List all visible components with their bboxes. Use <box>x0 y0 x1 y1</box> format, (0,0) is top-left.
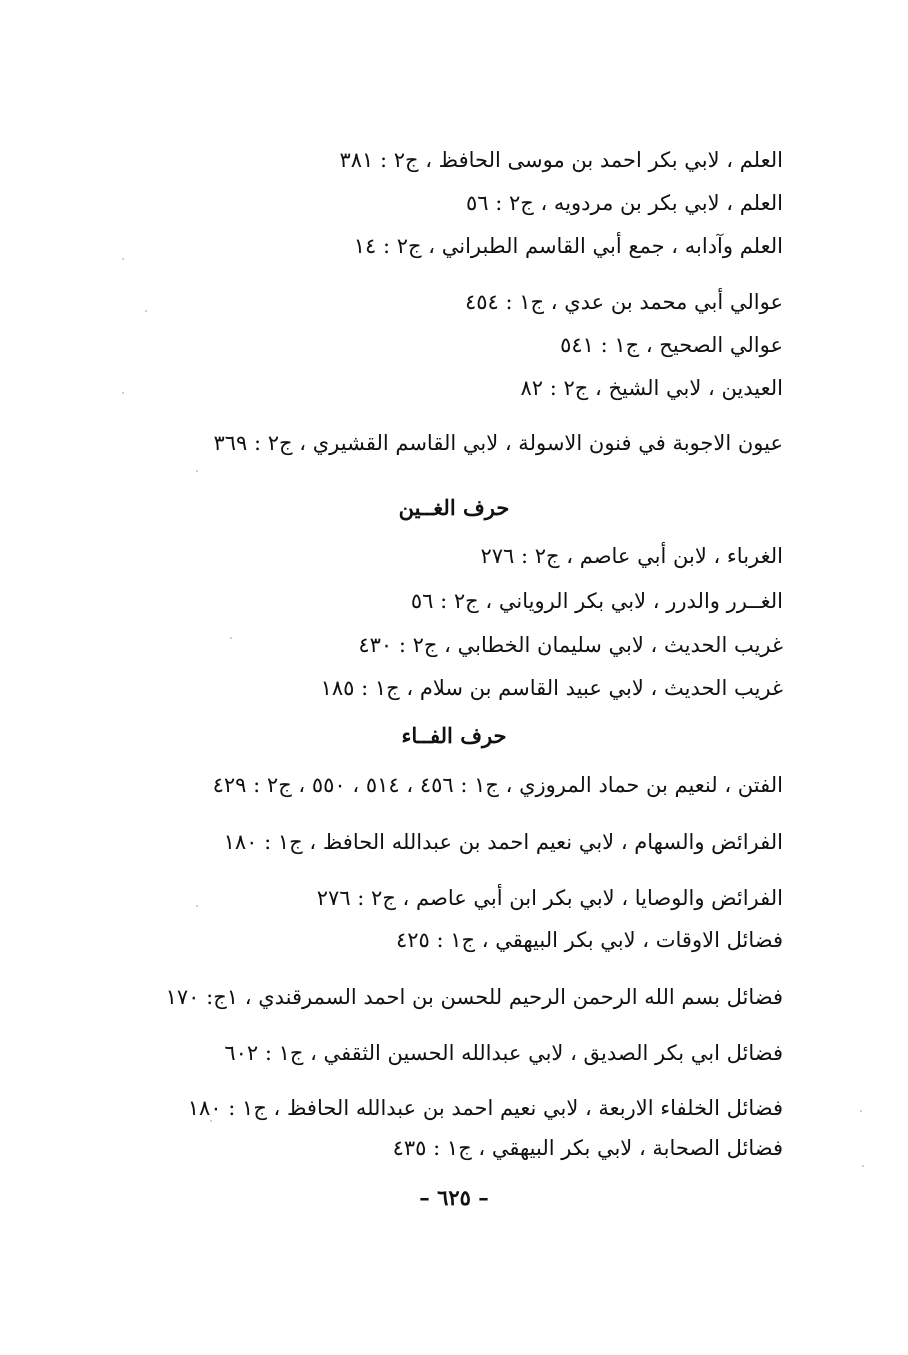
scan-speck <box>210 1120 212 1122</box>
index-entry: العلم ، لابي بكر احمد بن موسى الحافظ ، ج٢ : ٣٨١ <box>339 148 783 172</box>
index-entry: العيدين ، لابي الشيخ ، ج٢ : ٨٢ <box>520 376 783 400</box>
index-entry: فضائل ابي بكر الصديق ، لابي عبدالله الحسين الثقفي ، ج١ : ٦٠٢ <box>224 1041 783 1065</box>
section-heading-fa: حرف الفــاء <box>401 723 507 748</box>
index-entry: غريب الحديث ، لابي عبيد القاسم بن سلام ، ج١ : ١٨٥ <box>320 676 783 700</box>
scan-speck <box>196 470 198 472</box>
scan-speck <box>122 392 124 394</box>
index-entry: العلم وآدابه ، جمع أبي القاسم الطبراني ، ج٢ : ١٤ <box>353 234 783 258</box>
index-entry: فضائل بسم الله الرحمن الرحيم للحسن بن احمد السمرقندي ، ١ج: ١٧٠ <box>165 985 783 1009</box>
index-entry: فضائل الاوقات ، لابي بكر البيهقي ، ج١ : ٤٢٥ <box>395 928 783 952</box>
index-entry: الغرباء ، لابن أبي عاصم ، ج٢ : ٢٧٦ <box>480 544 783 568</box>
index-entry: فضائل الصحابة ، لابي بكر البيهقي ، ج١ : ٤٣٥ <box>392 1136 783 1160</box>
scan-speck <box>230 637 232 639</box>
index-entry: عوالي الصحيح ، ج١ : ٥٤١ <box>560 333 783 357</box>
scan-speck <box>860 1110 862 1112</box>
index-entry: غريب الحديث ، لابي سليمان الخطابي ، ج٢ : ٤٣٠ <box>358 633 783 657</box>
index-entry: فضائل الخلفاء الاربعة ، لابي نعيم احمد بن عبدالله الحافظ ، ج١ : ١٨٠ <box>187 1096 783 1120</box>
page-number: – ٦٢٥ – <box>419 1185 489 1210</box>
scan-speck <box>196 905 198 907</box>
scan-speck <box>122 258 124 260</box>
index-entry: الفتن ، لنعيم بن حماد المروزي ، ج١ : ٤٥٦ ، ٥١٤ ، ٥٥٠ ، ج٢ : ٤٢٩ <box>212 773 783 797</box>
index-entry: الفرائض والوصايا ، لابي بكر ابن أبي عاصم ، ج٢ : ٢٧٦ <box>316 886 783 910</box>
index-entry: عيون الاجوبة في فنون الاسولة ، لابي القاسم القشيري ، ج٢ : ٣٦٩ <box>213 431 783 455</box>
section-heading-ghain: حرف الغــين <box>398 495 510 520</box>
index-entry: العلم ، لابي بكر بن مردويه ، ج٢ : ٥٦ <box>465 191 783 215</box>
scan-speck <box>862 1165 864 1167</box>
index-entry: الفرائض والسهام ، لابي نعيم احمد بن عبدالله الحافظ ، ج١ : ١٨٠ <box>223 830 783 854</box>
scan-speck <box>145 310 147 312</box>
index-entry: الغــرر والدرر ، لابي بكر الروياني ، ج٢ : ٥٦ <box>410 589 783 613</box>
index-entry: عوالي أبي محمد بن عدي ، ج١ : ٤٥٤ <box>464 290 783 314</box>
